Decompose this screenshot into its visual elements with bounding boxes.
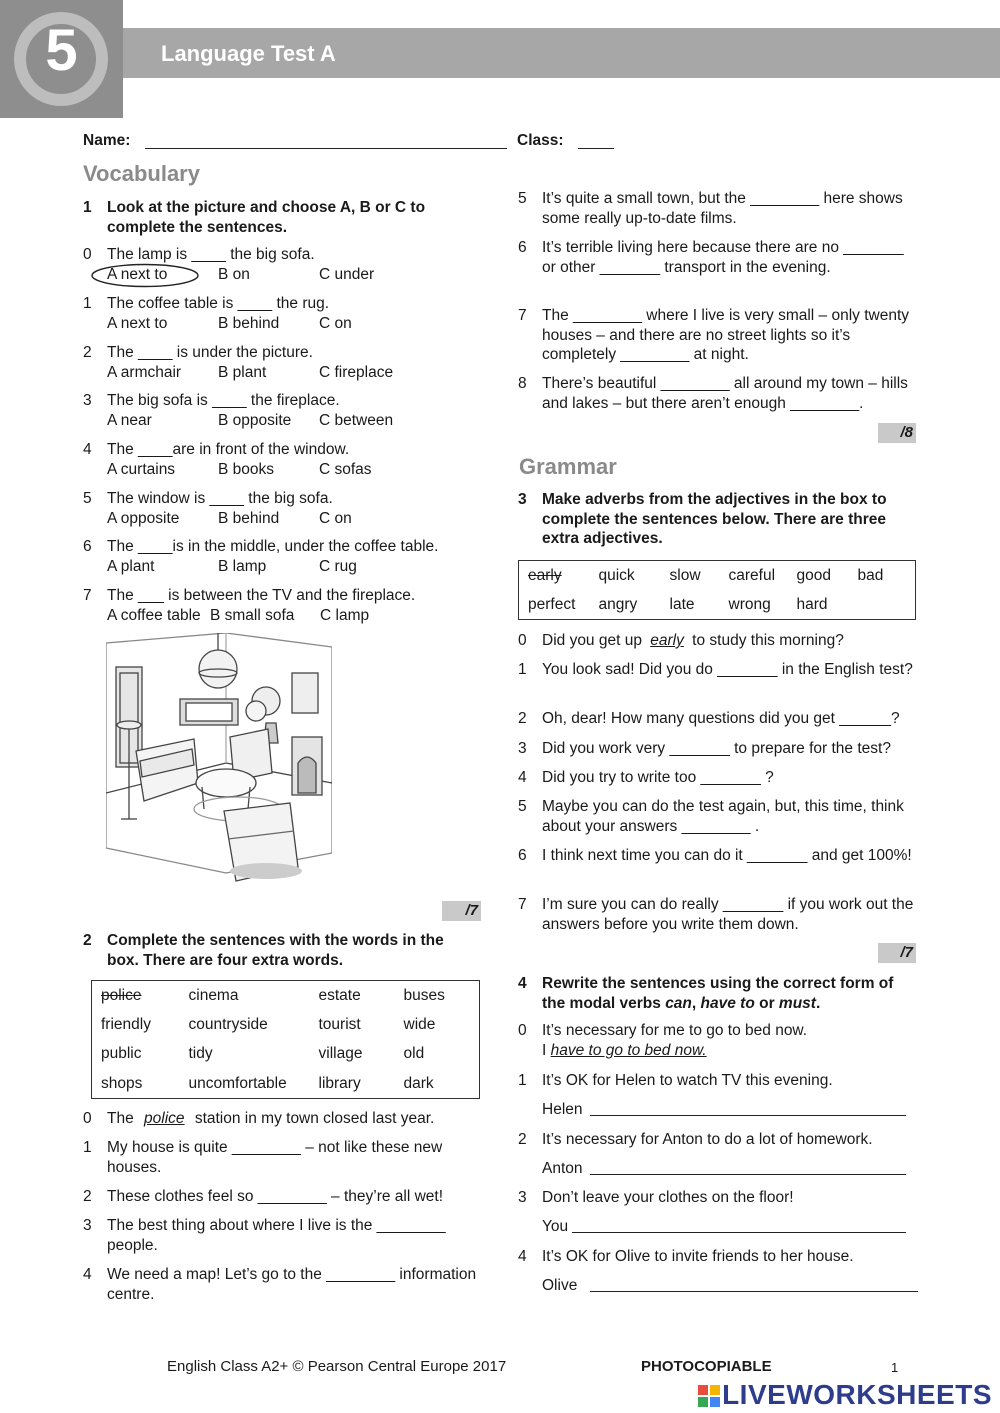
question-text — [542, 846, 918, 866]
instruction-part: , — [691, 994, 701, 1012]
word-box-word: good — [796, 566, 831, 584]
question-text — [107, 1216, 483, 1255]
question-item — [518, 1188, 918, 1236]
question-text-part: I’m sure you can do really _______ if you work out the answers before you write them down. — [542, 896, 914, 933]
word-box-word: bad — [857, 566, 884, 584]
word-box-ex3 — [518, 560, 916, 620]
question-text — [542, 709, 918, 729]
question-number: 2 — [83, 1188, 92, 1205]
question-item — [83, 1138, 483, 1177]
question-number: 5 — [83, 490, 92, 507]
question-number: 3 — [518, 1189, 527, 1206]
answer-line — [542, 1159, 918, 1179]
page-title: Language Test A — [161, 41, 336, 66]
option-a[interactable]: A opposite — [107, 509, 180, 527]
word-box-word: tourist — [318, 1015, 361, 1033]
exercise-4-instruction — [518, 974, 908, 1013]
name-label: Name: — [83, 132, 131, 149]
question-text-part: These clothes feel so ________ – they’re all wet! — [107, 1188, 444, 1205]
answer-options — [107, 411, 483, 431]
question-item — [83, 489, 483, 529]
question-text-part: I think next time you can do it _______ and get 100%! — [542, 847, 912, 864]
question-text: Don’t leave your clothes on the floor! — [542, 1189, 794, 1206]
option-b[interactable]: B books — [218, 460, 275, 478]
word-box-word: hard — [796, 595, 828, 613]
question-item — [83, 537, 483, 577]
question-item — [518, 895, 918, 934]
answer-line — [542, 1276, 918, 1296]
exercise-number: 3 — [518, 491, 527, 508]
question-text-part: Did you try to write too _______ ? — [542, 769, 774, 786]
word-box-word: quick — [598, 566, 635, 584]
question-number: 6 — [518, 239, 527, 256]
example-answer: early — [650, 632, 684, 649]
question-number: 0 — [518, 1022, 527, 1039]
option-b[interactable]: B small sofa — [210, 606, 295, 624]
word-box-word: perfect — [528, 595, 576, 613]
word-box-word: estate — [318, 986, 361, 1004]
question-text: The big sofa is ____ the fireplace. — [107, 392, 340, 409]
score-box-ex3: /7 — [878, 943, 916, 963]
answer-line — [542, 1217, 918, 1237]
question-number: 7 — [83, 587, 92, 604]
answer-start: I — [542, 1041, 551, 1059]
question-text — [542, 797, 918, 836]
word-box-word: uncomfortable — [188, 1074, 287, 1092]
option-b[interactable]: B behind — [218, 509, 280, 527]
option-c[interactable]: C between — [319, 411, 394, 429]
question-item — [83, 1216, 483, 1255]
question-text — [107, 1187, 483, 1207]
question-item — [83, 586, 483, 626]
question-text-part: Maybe you can do the test again, but, this time, think about your answers ________ . — [542, 798, 904, 835]
question-item — [518, 238, 918, 277]
question-item — [518, 1247, 918, 1295]
score-box-ex1: /7 — [442, 901, 481, 921]
question-text: The lamp is ____ the big sofa. — [107, 246, 315, 263]
word-box-word: cinema — [188, 986, 239, 1004]
question-item — [83, 1109, 483, 1129]
word-box-row — [92, 1040, 480, 1070]
option-b[interactable]: B plant — [218, 363, 267, 381]
instruction-text — [542, 974, 908, 1013]
question-text-part: Oh, dear! How many questions did you get ______? — [542, 710, 900, 727]
question-number: 4 — [83, 1266, 92, 1283]
question-number: 0 — [83, 246, 92, 263]
word-box-word: shops — [101, 1074, 143, 1092]
name-field[interactable] — [145, 148, 507, 149]
question-text — [542, 768, 918, 788]
answer-field[interactable] — [590, 1102, 906, 1116]
word-box-word: dark — [403, 1074, 434, 1092]
example-answer: police — [144, 1110, 185, 1127]
option-a[interactable]: A armchair — [107, 363, 182, 381]
question-item — [83, 343, 483, 383]
question-item — [83, 294, 483, 334]
word-box-word: village — [318, 1045, 363, 1063]
answer-start: You — [542, 1217, 569, 1235]
option-a[interactable]: A near — [107, 411, 152, 429]
question-number: 0 — [518, 632, 527, 649]
option-c[interactable]: C on — [319, 314, 352, 332]
word-box-word: public — [101, 1045, 142, 1063]
answer-options — [107, 606, 483, 626]
living-room-illustration — [106, 633, 332, 893]
question-number: 2 — [518, 1131, 527, 1148]
question-item — [518, 768, 918, 788]
answer-options — [107, 509, 483, 529]
answer-field[interactable] — [590, 1161, 906, 1175]
question-number: 4 — [518, 1248, 527, 1265]
word-box-word: wide — [403, 1015, 436, 1033]
modal-can: can — [665, 994, 692, 1012]
question-text: The ____is in the middle, under the coffee table. — [107, 538, 439, 555]
instruction-text: Make adverbs from the adjectives in the box to complete the sentences below. There are three extra adjectives. — [542, 491, 887, 547]
question-number: 1 — [518, 1072, 527, 1089]
question-text — [542, 739, 918, 759]
question-text — [107, 1109, 483, 1129]
question-text-part: Did you work very _______ to prepare for the test? — [542, 740, 891, 757]
option-c[interactable]: C under — [319, 265, 375, 283]
option-c[interactable]: C sofas — [319, 460, 372, 478]
exercise-3-instruction — [518, 490, 903, 549]
question-item — [83, 391, 483, 431]
question-item — [518, 797, 918, 836]
question-text-part: My house is quite ________ – not like these new houses. — [107, 1139, 443, 1176]
question-text: It’s OK for Olive to invite friends to her house. — [542, 1248, 854, 1265]
unit-badge — [0, 0, 123, 118]
instruction-part: or — [754, 994, 779, 1012]
question-text — [542, 895, 918, 934]
answer-field[interactable] — [590, 1278, 918, 1292]
class-label: Class: — [517, 132, 564, 149]
option-b[interactable]: B lamp — [218, 557, 267, 575]
footer-photocopiable: PHOTOCOPIABLE — [641, 1358, 772, 1375]
instruction-part: . — [815, 994, 821, 1012]
question-text-part: We need a map! Let’s go to the ________ information centre. — [107, 1266, 477, 1303]
question-text — [542, 660, 918, 680]
instruction-part: Rewrite the sentences using the correct form of the modal verbs — [542, 975, 894, 1012]
question-number: 3 — [83, 392, 92, 409]
vocabulary-heading: Vocabulary — [83, 161, 200, 186]
question-text-part: The — [107, 1110, 139, 1127]
question-number: 1 — [518, 661, 527, 678]
question-number: 7 — [518, 896, 527, 913]
question-number: 4 — [83, 441, 92, 458]
option-a[interactable]: A next to — [107, 314, 168, 332]
question-item — [518, 1130, 918, 1178]
option-c[interactable]: C lamp — [320, 606, 370, 624]
question-item — [518, 709, 918, 729]
question-item — [518, 660, 918, 680]
question-number: 8 — [518, 375, 527, 392]
question-text-part: station in my town closed last year. — [190, 1110, 435, 1127]
question-number: 3 — [83, 1217, 92, 1234]
question-number: 2 — [518, 710, 527, 727]
question-item — [518, 846, 918, 866]
question-item — [518, 306, 918, 365]
class-field[interactable] — [578, 148, 614, 149]
word-box-word — [849, 590, 916, 620]
question-text: It’s terrible living here because there are no _______ or other _______ transport in the evening. — [542, 239, 904, 276]
option-b[interactable]: B behind — [218, 314, 280, 332]
answer-line — [542, 1100, 918, 1120]
answer-options — [107, 557, 483, 577]
option-a[interactable]: A coffee table — [107, 606, 201, 624]
question-text-part: The best thing about where I live is the ________ people. — [107, 1217, 446, 1254]
word-box-word: countryside — [188, 1015, 268, 1033]
answer-line — [542, 1041, 918, 1061]
liveworksheets-logo-icon — [698, 1385, 720, 1407]
word-box-word: police — [101, 986, 142, 1004]
option-b[interactable]: B opposite — [218, 411, 292, 429]
option-a[interactable]: A plant — [107, 557, 155, 575]
question-number: 5 — [518, 798, 527, 815]
question-item — [83, 440, 483, 480]
answer-circle — [90, 263, 202, 289]
answer-start: Anton — [542, 1159, 583, 1177]
word-box-word: angry — [598, 595, 638, 613]
question-number: 7 — [518, 307, 527, 324]
question-text: The window is ____ the big sofa. — [107, 490, 333, 507]
word-box-word: old — [403, 1045, 425, 1063]
word-box-word: buses — [403, 986, 445, 1004]
question-number: 4 — [518, 769, 527, 786]
question-text-part: You look sad! Did you do _______ in the English test? — [542, 661, 913, 678]
question-text — [107, 1138, 483, 1177]
title-bar — [123, 28, 1000, 78]
exercise-number: 2 — [83, 932, 92, 949]
exercise-1-instruction — [83, 198, 473, 237]
question-item — [518, 374, 918, 413]
question-text: It’s necessary for Anton to do a lot of homework. — [542, 1131, 873, 1148]
example-answer: have to go to bed now. — [550, 1041, 707, 1059]
answer-field[interactable] — [572, 1219, 906, 1233]
question-text — [107, 1265, 483, 1304]
question-text: It’s OK for Helen to watch TV this evening. — [542, 1072, 833, 1089]
answer-options — [107, 314, 483, 334]
word-box-word: late — [669, 595, 695, 613]
exercise-number: 1 — [83, 199, 92, 216]
exercise-2-instruction — [83, 931, 478, 970]
question-item — [518, 189, 918, 228]
question-text: It’s quite a small town, but the ________ here shows some really up-to-date films. — [542, 190, 903, 227]
question-text — [542, 631, 918, 651]
option-a[interactable]: A curtains — [107, 460, 176, 478]
word-box-word: friendly — [101, 1015, 151, 1033]
question-text: It’s necessary for me to go to bed now. — [542, 1022, 808, 1039]
question-item — [83, 1187, 483, 1207]
question-number: 0 — [83, 1110, 92, 1127]
footer-page-number: 1 — [891, 1360, 899, 1375]
question-item — [83, 1265, 483, 1304]
question-text: The coffee table is ____ the rug. — [107, 295, 330, 312]
option-c[interactable]: C on — [319, 509, 352, 527]
score-box-ex2: /8 — [878, 423, 916, 443]
option-a[interactable]: A next to — [107, 265, 168, 283]
question-number: 6 — [83, 538, 92, 555]
question-number: 5 — [518, 190, 527, 207]
word-box-row — [92, 981, 480, 1011]
word-box-word: library — [318, 1074, 361, 1092]
exercise-number: 4 — [518, 975, 527, 992]
question-item — [518, 631, 918, 651]
question-number: 1 — [83, 295, 92, 312]
answer-options — [107, 460, 483, 480]
word-box-word: early — [528, 566, 562, 584]
word-box-row — [519, 590, 916, 620]
answer-options — [107, 363, 483, 383]
question-text-part: Did you get up — [542, 632, 647, 649]
option-c[interactable]: C fireplace — [319, 363, 394, 381]
word-box-word: tidy — [188, 1045, 213, 1063]
word-box-row — [519, 561, 916, 591]
question-item — [518, 1071, 918, 1119]
modal-must: must — [778, 994, 816, 1012]
word-box-row — [92, 1010, 480, 1040]
instruction-text: Look at the picture and choose A, B or C to complete the sentences. — [107, 199, 426, 236]
question-item — [518, 1021, 918, 1060]
word-box-word: wrong — [728, 595, 771, 613]
question-item — [518, 739, 918, 759]
question-text: The ___ is between the TV and the fireplace. — [107, 587, 416, 604]
question-number: 3 — [518, 740, 527, 757]
question-text: There’s beautiful ________ all around my town – hills and lakes – but there aren’t enough ________. — [542, 375, 908, 412]
answer-start: Helen — [542, 1100, 583, 1118]
footer-copyright: English Class A2+ © Pearson Central Europe 2017 — [167, 1358, 507, 1375]
instruction-text: Complete the sentences with the words in the box. There are four extra words. — [107, 932, 444, 969]
word-box-word: careful — [728, 566, 776, 584]
question-text: The ____are in front of the window. — [107, 441, 350, 458]
question-number: 6 — [518, 847, 527, 864]
word-box-row — [92, 1069, 480, 1099]
unit-number: 5 — [45, 18, 78, 83]
liveworksheets-brand: LIVEWORKSHEETS — [722, 1379, 992, 1410]
word-box-ex2 — [91, 980, 480, 1099]
question-number: 2 — [83, 344, 92, 361]
option-c[interactable]: C rug — [319, 557, 357, 575]
modal-have-to: have to — [700, 994, 755, 1012]
grammar-heading: Grammar — [519, 454, 617, 479]
word-box-word: slow — [669, 566, 701, 584]
question-text-part: to study this morning? — [687, 632, 844, 649]
question-text: The ________ where I live is very small – only twenty houses – and there are no street lights so it’s completely ________ at night. — [542, 307, 910, 363]
question-number: 1 — [83, 1139, 92, 1156]
option-b[interactable]: B on — [218, 265, 250, 283]
answer-start: Olive — [542, 1276, 578, 1294]
question-text: The ____ is under the picture. — [107, 344, 313, 361]
